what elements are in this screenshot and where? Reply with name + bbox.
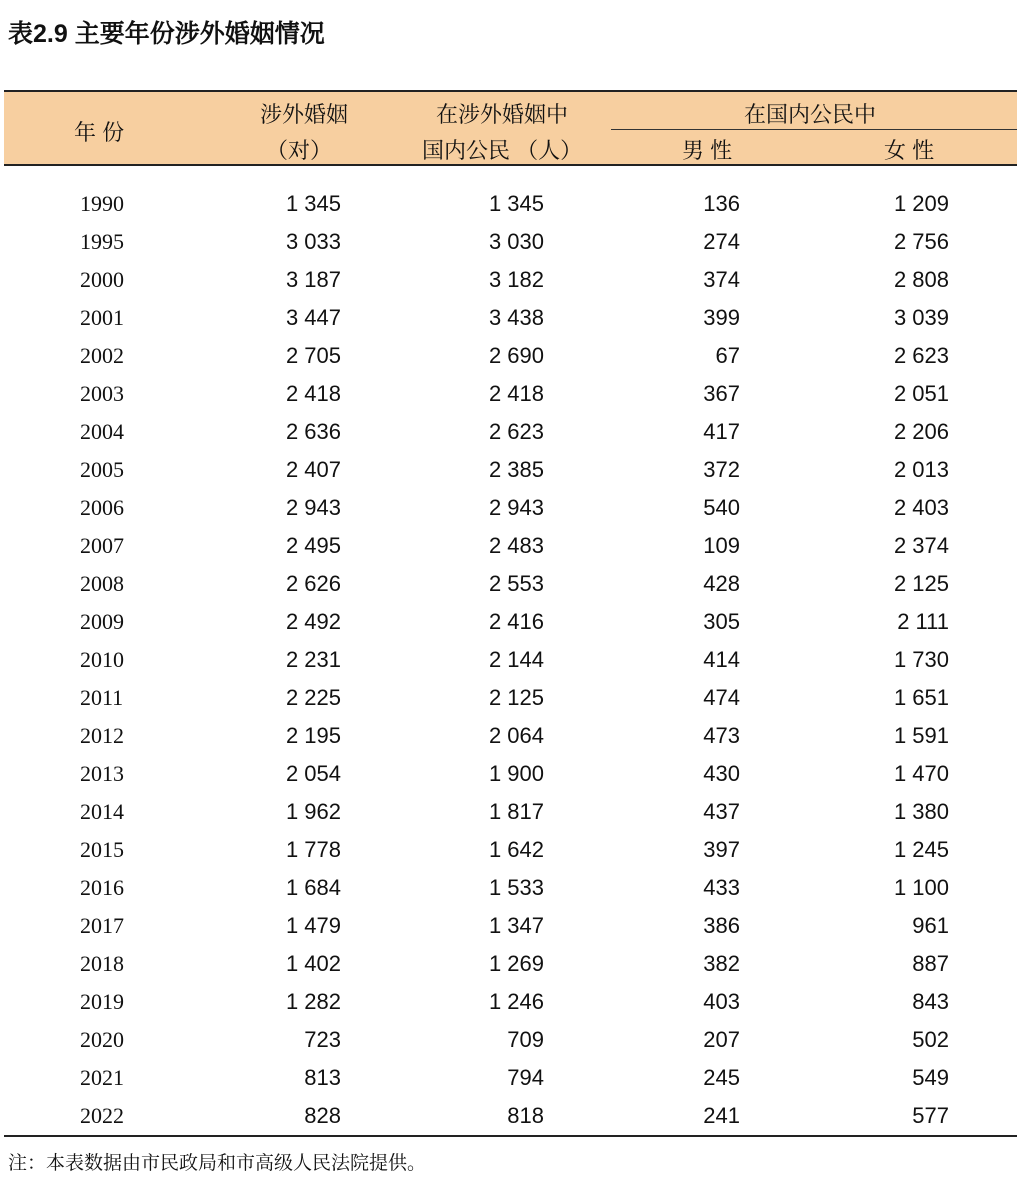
male-cell: 397 [703,837,740,862]
marriages-cell: 3 033 [285,229,341,254]
female-cell: 2 111 [897,609,949,634]
male-cell: 305 [703,609,740,634]
female-cell: 1 651 [893,685,949,710]
male-cell: 473 [703,723,740,748]
domestic-cell: 794 [507,1065,544,1090]
table-row [4,755,1017,793]
marriages-cell: 2 225 [285,685,341,710]
year-cell: 2012 [80,723,124,748]
year-cell: 2009 [80,609,124,634]
marriages-cell: 2 705 [285,343,341,368]
marriages-cell: 2 054 [285,761,341,786]
table-row [4,565,1017,603]
marriages-cell: 1 778 [285,837,341,862]
year-cell: 2013 [80,761,124,786]
female-cell: 1 209 [893,191,949,216]
domestic-cell: 818 [507,1103,544,1128]
header-group: 在国内公民中 [744,102,877,127]
year-cell: 1990 [80,191,124,216]
domestic-cell: 3 182 [488,267,544,292]
domestic-cell: 3 030 [488,229,544,254]
table-header [4,90,1017,166]
domestic-cell: 2 690 [488,343,544,368]
table-note: 注：本表数据由市民政局和市高级人民法院提供。 [8,1153,427,1174]
female-cell: 1 730 [893,647,949,672]
table-row [4,223,1017,261]
female-cell: 2 013 [893,457,949,482]
male-cell: 437 [703,799,740,824]
male-cell: 382 [703,951,740,976]
domestic-cell: 1 246 [488,989,544,1014]
marriages-cell: 1 282 [285,989,341,1014]
table-row [4,1021,1017,1059]
domestic-cell: 2 483 [488,533,544,558]
table-row [4,641,1017,679]
table-row [4,717,1017,755]
male-cell: 372 [703,457,740,482]
table-row [4,1059,1017,1097]
male-cell: 274 [703,229,740,254]
female-cell: 3 039 [893,305,949,330]
male-cell: 367 [703,381,740,406]
header-marriages: 涉外婚姻 [260,102,349,127]
domestic-cell: 2 125 [488,685,544,710]
female-cell: 1 470 [893,761,949,786]
domestic-cell: 1 345 [488,191,544,216]
female-cell: 843 [912,989,949,1014]
female-cell: 2 125 [893,571,949,596]
domestic-cell: 2 943 [488,495,544,520]
female-cell: 2 403 [893,495,949,520]
female-cell: 887 [912,951,949,976]
marriages-cell: 828 [304,1103,341,1128]
table-row [4,983,1017,1021]
marriages-cell: 2 231 [285,647,341,672]
year-cell: 2005 [80,457,124,482]
male-cell: 386 [703,913,740,938]
male-cell: 207 [703,1027,740,1052]
marriages-cell: 723 [304,1027,341,1052]
table-row [4,261,1017,299]
domestic-cell: 1 533 [488,875,544,900]
table-title: 表2.9 主要年份涉外婚姻情况 [8,20,325,48]
domestic-cell: 1 269 [488,951,544,976]
table-row [4,299,1017,337]
male-cell: 109 [703,533,740,558]
male-cell: 417 [703,419,740,444]
table-row [4,185,1017,223]
female-cell: 2 808 [893,267,949,292]
female-cell: 2 374 [893,533,949,558]
female-cell: 2 623 [893,343,949,368]
header-marriages-unit: （对） [266,138,333,163]
year-cell: 2017 [80,913,124,938]
female-cell: 2 051 [893,381,949,406]
table-row [4,793,1017,831]
table-row [4,489,1017,527]
marriages-cell: 2 195 [285,723,341,748]
female-cell: 961 [912,913,949,938]
male-cell: 136 [703,191,740,216]
table-row [4,679,1017,717]
male-cell: 374 [703,267,740,292]
table-row [4,413,1017,451]
female-cell: 1 100 [893,875,949,900]
table-row [4,603,1017,641]
marriages-cell: 2 495 [285,533,341,558]
male-cell: 241 [703,1103,740,1128]
year-cell: 1995 [80,229,124,254]
table-row [4,869,1017,907]
table-row [4,907,1017,945]
table-row [4,451,1017,489]
header-domestic-unit: 国内公民 （人） [422,138,583,163]
female-cell: 1 245 [893,837,949,862]
marriages-cell: 1 402 [285,951,341,976]
year-cell: 2007 [80,533,124,558]
bottom-rule [4,1135,1017,1137]
marriages-cell: 813 [304,1065,341,1090]
female-cell: 1 591 [893,723,949,748]
male-cell: 433 [703,875,740,900]
year-cell: 2022 [80,1103,124,1128]
marriages-cell: 3 187 [285,267,341,292]
domestic-cell: 2 416 [488,609,544,634]
male-cell: 399 [703,305,740,330]
header-female: 女 性 [884,138,935,163]
domestic-cell: 2 385 [488,457,544,482]
year-cell: 2010 [80,647,124,672]
year-cell: 2000 [80,267,124,292]
domestic-cell: 2 064 [488,723,544,748]
male-cell: 414 [703,647,740,672]
marriages-cell: 2 492 [285,609,341,634]
header-domestic: 在涉外婚姻中 [436,102,569,127]
year-cell: 2003 [80,381,124,406]
year-cell: 2020 [80,1027,124,1052]
year-cell: 2002 [80,343,124,368]
domestic-cell: 2 623 [488,419,544,444]
domestic-cell: 1 347 [488,913,544,938]
domestic-cell: 1 900 [488,761,544,786]
male-cell: 245 [703,1065,740,1090]
domestic-cell: 3 438 [488,305,544,330]
domestic-cell: 2 418 [488,381,544,406]
year-cell: 2006 [80,495,124,520]
marriages-cell: 2 636 [285,419,341,444]
year-cell: 2015 [80,837,124,862]
marriages-cell: 1 962 [285,799,341,824]
table-row [4,337,1017,375]
male-cell: 474 [703,685,740,710]
female-cell: 577 [912,1103,949,1128]
header-male: 男 性 [682,138,733,163]
table-body [4,185,1017,1135]
female-cell: 1 380 [893,799,949,824]
marriages-cell: 1 345 [285,191,341,216]
male-cell: 403 [703,989,740,1014]
domestic-cell: 1 817 [488,799,544,824]
male-cell: 540 [703,495,740,520]
table-row [4,527,1017,565]
female-cell: 2 756 [893,229,949,254]
male-cell: 430 [703,761,740,786]
year-cell: 2016 [80,875,124,900]
year-cell: 2019 [80,989,124,1014]
table-row [4,831,1017,869]
year-cell: 2014 [80,799,124,824]
table-row [4,375,1017,413]
table-row [4,1097,1017,1135]
domestic-cell: 2 144 [488,647,544,672]
header-year: 年 份 [74,120,125,145]
year-cell: 2008 [80,571,124,596]
year-cell: 2011 [80,685,124,710]
marriages-cell: 1 684 [285,875,341,900]
marriages-cell: 2 943 [285,495,341,520]
year-cell: 2004 [80,419,124,444]
marriages-cell: 2 418 [285,381,341,406]
marriages-cell: 2 626 [285,571,341,596]
marriages-cell: 3 447 [285,305,341,330]
female-cell: 2 206 [893,419,949,444]
header-divider [611,129,1017,130]
female-cell: 502 [912,1027,949,1052]
domestic-cell: 709 [507,1027,544,1052]
marriages-cell: 1 479 [285,913,341,938]
year-cell: 2001 [80,305,124,330]
marriages-cell: 2 407 [285,457,341,482]
male-cell: 428 [703,571,740,596]
female-cell: 549 [912,1065,949,1090]
domestic-cell: 1 642 [488,837,544,862]
domestic-cell: 2 553 [488,571,544,596]
year-cell: 2018 [80,951,124,976]
male-cell: 67 [715,343,740,368]
year-cell: 2021 [80,1065,124,1090]
table-row [4,945,1017,983]
